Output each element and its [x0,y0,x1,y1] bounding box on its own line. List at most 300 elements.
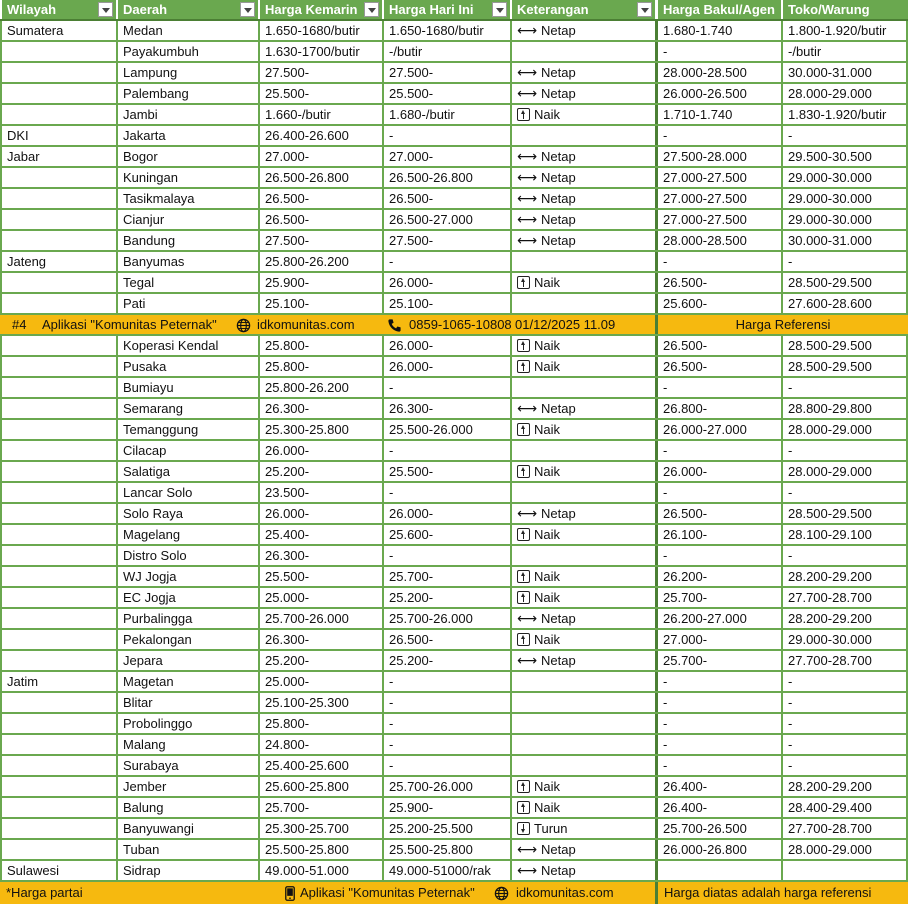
table-body-bottom [0,336,908,882]
cell-harga-kemarin[interactable]: 25.800- [258,336,382,355]
cell-toko-warung[interactable]: 1.830-1.920/butir [781,105,908,124]
cell-harga-kemarin[interactable]: 23.500- [258,483,382,502]
cell-wilayah[interactable] [0,609,116,628]
cell-harga-bakul[interactable]: 25.700-26.500 [655,819,781,838]
cell-keterangan[interactable] [510,105,655,124]
cell-harga-hari-ini[interactable]: - [382,252,510,271]
cell-harga-kemarin[interactable]: 26.500- [258,189,382,208]
cell-harga-kemarin[interactable]: 25.800- [258,714,382,733]
cell-harga-bakul[interactable]: 1.680-1.740 [655,21,781,40]
cell-wilayah[interactable] [0,273,116,292]
cell-wilayah[interactable]: Sulawesi [0,861,116,880]
cell-harga-hari-ini[interactable]: 26.500-26.800 [382,168,510,187]
cell-daerah[interactable]: Lampung [116,63,258,82]
cell-keterangan[interactable] [510,735,655,754]
cell-harga-kemarin[interactable]: 26.500-26.800 [258,168,382,187]
cell-harga-bakul[interactable]: 28.000-28.500 [655,63,781,82]
cell-harga-kemarin[interactable]: 26.000- [258,504,382,523]
cell-harga-kemarin[interactable]: 25.800-26.200 [258,378,382,397]
cell-daerah[interactable]: Medan [116,21,258,40]
cell-wilayah[interactable] [0,399,116,418]
cell-harga-hari-ini[interactable]: - [382,693,510,712]
cell-toko-warung[interactable]: 27.700-28.700 [781,651,908,670]
cell-wilayah[interactable] [0,462,116,481]
cell-wilayah[interactable] [0,756,116,775]
cell-keterangan[interactable] [510,210,655,229]
cell-harga-kemarin[interactable]: 26.000- [258,441,382,460]
cell-harga-bakul[interactable]: - [655,441,781,460]
cell-harga-bakul[interactable]: 28.000-28.500 [655,231,781,250]
cell-wilayah[interactable] [0,42,116,61]
cell-harga-hari-ini[interactable]: 25.700-26.000 [382,777,510,796]
cell-toko-warung[interactable]: 28.400-29.400 [781,798,908,817]
cell-keterangan[interactable] [510,546,655,565]
cell-harga-hari-ini[interactable]: - [382,441,510,460]
cell-harga-kemarin[interactable]: 25.500- [258,84,382,103]
cell-wilayah[interactable] [0,420,116,439]
cell-toko-warung[interactable]: - [781,546,908,565]
cell-wilayah[interactable] [0,714,116,733]
cell-daerah[interactable]: Pusaka [116,357,258,376]
cell-wilayah[interactable]: Jatim [0,672,116,691]
cell-daerah[interactable]: Banyumas [116,252,258,271]
cell-harga-hari-ini[interactable]: 1.650-1680/butir [382,21,510,40]
cell-keterangan[interactable] [510,672,655,691]
cell-daerah[interactable]: Tegal [116,273,258,292]
cell-daerah[interactable]: Jakarta [116,126,258,145]
header-daerah[interactable] [116,0,258,19]
cell-toko-warung[interactable]: - [781,441,908,460]
table-row [0,756,908,777]
cell-harga-hari-ini[interactable]: - [382,483,510,502]
cell-daerah[interactable]: Koperasi Kendal [116,336,258,355]
cell-toko-warung[interactable]: 27.600-28.600 [781,294,908,313]
cell-keterangan[interactable] [510,441,655,460]
cell-keterangan[interactable] [510,420,655,439]
cell-harga-hari-ini[interactable]: 27.500- [382,231,510,250]
cell-harga-kemarin[interactable]: 25.300-25.700 [258,819,382,838]
cell-daerah[interactable]: Lancar Solo [116,483,258,502]
cell-daerah[interactable]: Bumiayu [116,378,258,397]
cell-harga-kemarin[interactable]: 25.400-25.600 [258,756,382,775]
cell-keterangan[interactable] [510,294,655,313]
cell-daerah[interactable]: Magelang [116,525,258,544]
cell-harga-kemarin[interactable]: 25.200- [258,462,382,481]
cell-wilayah[interactable] [0,819,116,838]
cell-wilayah[interactable]: Sumatera [0,21,116,40]
cell-wilayah[interactable] [0,546,116,565]
cell-wilayah[interactable]: Jateng [0,252,116,271]
cell-keterangan[interactable] [510,840,655,859]
cell-toko-warung[interactable]: 28.000-29.000 [781,84,908,103]
cell-toko-warung[interactable]: - [781,378,908,397]
cell-harga-kemarin[interactable]: 27.500- [258,63,382,82]
cell-harga-hari-ini[interactable]: 26.500- [382,630,510,649]
filter-dropdown-icon[interactable] [492,2,507,17]
cell-harga-kemarin[interactable]: 25.700- [258,798,382,817]
status-label: Naik [534,275,561,290]
cell-wilayah[interactable] [0,84,116,103]
cell-harga-hari-ini[interactable]: 25.500-26.000 [382,420,510,439]
cell-daerah[interactable]: Balung [116,798,258,817]
cell-harga-bakul[interactable]: 26.500- [655,357,781,376]
cell-harga-hari-ini[interactable]: - [382,378,510,397]
cell-wilayah[interactable] [0,504,116,523]
cell-wilayah[interactable] [0,567,116,586]
cell-toko-warung[interactable]: 27.700-28.700 [781,588,908,607]
cell-keterangan[interactable] [510,588,655,607]
header-wilayah[interactable] [0,0,116,19]
cell-keterangan[interactable] [510,168,655,187]
cell-keterangan[interactable] [510,21,655,40]
mobile-phone-icon [284,882,296,904]
filter-dropdown-icon[interactable] [98,2,113,17]
cell-toko-warung[interactable]: 29.000-30.000 [781,210,908,229]
cell-harga-kemarin[interactable]: 24.800- [258,735,382,754]
cell-toko-warung[interactable]: 28.200-29.200 [781,609,908,628]
cell-harga-bakul[interactable]: 26.200- [655,567,781,586]
cell-keterangan[interactable] [510,525,655,544]
cell-toko-warung[interactable]: -/butir [781,42,908,61]
cell-harga-bakul[interactable]: - [655,714,781,733]
cell-harga-bakul[interactable]: - [655,42,781,61]
cell-harga-hari-ini[interactable]: 25.200-25.500 [382,819,510,838]
cell-toko-warung[interactable]: 28.500-29.500 [781,273,908,292]
up-arrow-box-icon [517,276,530,289]
cell-harga-bakul[interactable]: - [655,735,781,754]
cell-harga-kemarin[interactable]: 25.500-25.800 [258,840,382,859]
cell-harga-bakul[interactable]: 26.000-26.500 [655,84,781,103]
cell-harga-hari-ini[interactable]: 25.900- [382,798,510,817]
cell-harga-hari-ini[interactable]: 27.500- [382,63,510,82]
cell-harga-kemarin[interactable]: 25.900- [258,273,382,292]
cell-harga-hari-ini[interactable]: 26.000- [382,336,510,355]
cell-toko-warung[interactable]: 28.200-29.200 [781,567,908,586]
cell-harga-bakul[interactable]: 26.500- [655,273,781,292]
cell-toko-warung[interactable]: 27.700-28.700 [781,819,908,838]
cell-wilayah[interactable] [0,777,116,796]
cell-harga-hari-ini[interactable]: - [382,756,510,775]
cell-harga-bakul[interactable]: 26.500- [655,504,781,523]
cell-harga-kemarin[interactable]: 26.300- [258,399,382,418]
cell-keterangan[interactable] [510,861,655,880]
cell-keterangan[interactable] [510,756,655,775]
cell-daerah[interactable]: Payakumbuh [116,42,258,61]
cell-keterangan[interactable] [510,651,655,670]
cell-harga-kemarin[interactable]: 25.100- [258,294,382,313]
cell-daerah[interactable]: Cilacap [116,441,258,460]
cell-daerah[interactable]: Temanggung [116,420,258,439]
cell-wilayah[interactable] [0,105,116,124]
cell-daerah[interactable]: Distro Solo [116,546,258,565]
cell-harga-bakul[interactable]: 25.700- [655,651,781,670]
cell-daerah[interactable]: Pekalongan [116,630,258,649]
cell-harga-hari-ini[interactable]: - [382,672,510,691]
cell-daerah[interactable]: Magetan [116,672,258,691]
cell-daerah[interactable]: Blitar [116,693,258,712]
cell-harga-bakul[interactable]: - [655,756,781,775]
cell-wilayah[interactable] [0,189,116,208]
cell-wilayah[interactable] [0,630,116,649]
cell-harga-bakul[interactable]: - [655,546,781,565]
cell-harga-hari-ini[interactable]: 1.680-/butir [382,105,510,124]
cell-keterangan[interactable] [510,462,655,481]
cell-wilayah[interactable]: Jabar [0,147,116,166]
cell-harga-hari-ini[interactable]: 27.000- [382,147,510,166]
cell-harga-bakul[interactable]: 25.600- [655,294,781,313]
cell-daerah[interactable]: Purbalingga [116,609,258,628]
cell-harga-hari-ini[interactable]: 25.700-26.000 [382,609,510,628]
cell-harga-bakul[interactable]: 26.000- [655,462,781,481]
cell-keterangan[interactable] [510,273,655,292]
cell-keterangan[interactable] [510,231,655,250]
cell-daerah[interactable]: Banyuwangi [116,819,258,838]
cell-wilayah[interactable] [0,483,116,502]
cell-toko-warung[interactable]: 28.100-29.100 [781,525,908,544]
cell-toko-warung[interactable]: - [781,756,908,775]
cell-daerah[interactable]: Probolinggo [116,714,258,733]
cell-daerah[interactable]: Solo Raya [116,504,258,523]
cell-harga-kemarin[interactable]: 25.000- [258,672,382,691]
cell-wilayah[interactable] [0,378,116,397]
cell-harga-bakul[interactable]: - [655,126,781,145]
cell-keterangan[interactable] [510,126,655,145]
cell-keterangan[interactable] [510,147,655,166]
cell-harga-bakul[interactable]: 26.100- [655,525,781,544]
cell-harga-kemarin[interactable]: 1.650-1680/butir [258,21,382,40]
footer-app-name: Aplikasi "Komunitas Peternak" [300,885,475,900]
cell-harga-bakul[interactable]: 26.800- [655,399,781,418]
cell-harga-bakul[interactable]: - [655,378,781,397]
cell-toko-warung[interactable]: 28.200-29.200 [781,777,908,796]
cell-daerah[interactable]: WJ Jogja [116,567,258,586]
cell-daerah[interactable]: Semarang [116,399,258,418]
cell-keterangan[interactable] [510,567,655,586]
cell-daerah[interactable]: Tasikmalaya [116,189,258,208]
cell-wilayah[interactable] [0,588,116,607]
cell-keterangan[interactable] [510,609,655,628]
cell-harga-kemarin[interactable]: 1.630-1700/butir [258,42,382,61]
cell-harga-kemarin[interactable]: 27.000- [258,147,382,166]
cell-toko-warung[interactable]: 29.000-30.000 [781,168,908,187]
cell-harga-hari-ini[interactable]: - [382,126,510,145]
cell-daerah[interactable]: Salatiga [116,462,258,481]
cell-toko-warung[interactable]: 28.000-29.000 [781,462,908,481]
cell-harga-bakul[interactable]: 26.500- [655,336,781,355]
cell-harga-kemarin[interactable]: 26.300- [258,630,382,649]
header-keterangan[interactable] [510,0,655,19]
cell-harga-bakul[interactable]: 27.000-27.500 [655,168,781,187]
cell-toko-warung[interactable]: - [781,735,908,754]
cell-harga-kemarin[interactable]: 25.100-25.300 [258,693,382,712]
cell-toko-warung[interactable]: 30.000-31.000 [781,231,908,250]
cell-harga-kemarin[interactable]: 25.500- [258,567,382,586]
cell-harga-hari-ini[interactable]: -/butir [382,42,510,61]
cell-harga-hari-ini[interactable]: 25.200- [382,651,510,670]
cell-toko-warung[interactable]: 28.500-29.500 [781,336,908,355]
cell-harga-bakul[interactable]: 26.400- [655,777,781,796]
cell-harga-bakul[interactable]: 27.000-27.500 [655,210,781,229]
cell-wilayah[interactable] [0,336,116,355]
cell-wilayah[interactable] [0,168,116,187]
cell-keterangan[interactable] [510,798,655,817]
cell-harga-bakul[interactable]: 26.000-27.000 [655,420,781,439]
cell-harga-hari-ini[interactable]: 26.000- [382,273,510,292]
cell-daerah[interactable]: Malang [116,735,258,754]
cell-wilayah[interactable] [0,357,116,376]
cell-keterangan[interactable] [510,483,655,502]
cell-harga-kemarin[interactable]: 27.500- [258,231,382,250]
cell-keterangan[interactable] [510,63,655,82]
cell-daerah[interactable]: Sidrap [116,861,258,880]
filter-dropdown-icon[interactable] [364,2,379,17]
cell-harga-hari-ini[interactable]: 26.500-27.000 [382,210,510,229]
cell-harga-bakul[interactable] [655,861,781,880]
cell-toko-warung[interactable]: - [781,693,908,712]
cell-harga-kemarin[interactable]: 26.300- [258,546,382,565]
cell-toko-warung[interactable]: 1.800-1.920/butir [781,21,908,40]
cell-toko-warung[interactable]: - [781,252,908,271]
cell-keterangan[interactable] [510,714,655,733]
cell-harga-kemarin[interactable]: 25.700-26.000 [258,609,382,628]
cell-harga-bakul[interactable]: - [655,483,781,502]
cell-wilayah[interactable] [0,294,116,313]
cell-harga-kemarin[interactable]: 25.400- [258,525,382,544]
cell-keterangan[interactable] [510,84,655,103]
cell-toko-warung[interactable]: 28.500-29.500 [781,357,908,376]
cell-toko-warung[interactable] [781,861,908,880]
cell-harga-bakul[interactable]: 26.200-27.000 [655,609,781,628]
cell-wilayah[interactable] [0,231,116,250]
cell-keterangan[interactable] [510,504,655,523]
cell-harga-bakul[interactable]: - [655,672,781,691]
cell-harga-bakul[interactable]: 1.710-1.740 [655,105,781,124]
cell-keterangan[interactable] [510,399,655,418]
cell-harga-bakul[interactable]: 27.500-28.000 [655,147,781,166]
cell-keterangan[interactable] [510,630,655,649]
cell-toko-warung[interactable]: 28.000-29.000 [781,840,908,859]
cell-harga-bakul[interactable]: 27.000- [655,630,781,649]
cell-daerah[interactable]: EC Jogja [116,588,258,607]
cell-harga-hari-ini[interactable]: - [382,735,510,754]
cell-daerah[interactable]: Cianjur [116,210,258,229]
cell-toko-warung[interactable]: 28.500-29.500 [781,504,908,523]
cell-keterangan[interactable] [510,252,655,271]
cell-toko-warung[interactable]: 28.800-29.800 [781,399,908,418]
cell-daerah[interactable]: Surabaya [116,756,258,775]
cell-keterangan[interactable] [510,336,655,355]
cell-harga-kemarin[interactable]: 25.800- [258,357,382,376]
cell-toko-warung[interactable]: 29.000-30.000 [781,189,908,208]
cell-wilayah[interactable]: DKI [0,126,116,145]
cell-keterangan[interactable] [510,42,655,61]
cell-toko-warung[interactable]: - [781,483,908,502]
table-row [0,714,908,735]
cell-harga-kemarin[interactable]: 25.000- [258,588,382,607]
filter-dropdown-icon[interactable] [240,2,255,17]
cell-daerah[interactable]: Jember [116,777,258,796]
header-harga-hari-ini[interactable] [382,0,510,19]
cell-wilayah[interactable] [0,840,116,859]
cell-wilayah[interactable] [0,693,116,712]
cell-harga-hari-ini[interactable]: 25.500- [382,462,510,481]
cell-wilayah[interactable] [0,210,116,229]
cell-daerah[interactable]: Bogor [116,147,258,166]
cell-toko-warung[interactable]: - [781,672,908,691]
cell-harga-kemarin[interactable]: 25.800-26.200 [258,252,382,271]
cell-toko-warung[interactable]: 28.000-29.000 [781,420,908,439]
cell-harga-hari-ini[interactable]: 25.100- [382,294,510,313]
cell-toko-warung[interactable]: - [781,126,908,145]
cell-daerah[interactable]: Tuban [116,840,258,859]
cell-wilayah[interactable] [0,735,116,754]
filter-dropdown-icon[interactable] [637,2,652,17]
cell-harga-hari-ini[interactable]: 25.200- [382,588,510,607]
cell-harga-hari-ini[interactable]: 26.000- [382,504,510,523]
cell-harga-hari-ini[interactable]: - [382,714,510,733]
cell-keterangan[interactable] [510,378,655,397]
cell-harga-hari-ini[interactable]: 49.000-51000/rak [382,861,510,880]
cell-toko-warung[interactable]: 29.000-30.000 [781,630,908,649]
cell-harga-kemarin[interactable]: 25.600-25.800 [258,777,382,796]
banner-website-link[interactable]: idkomunitas.com [257,317,355,332]
cell-wilayah[interactable] [0,63,116,82]
cell-daerah[interactable]: Kuningan [116,168,258,187]
cell-daerah[interactable]: Jambi [116,105,258,124]
cell-harga-bakul[interactable]: 26.400- [655,798,781,817]
cell-keterangan[interactable] [510,693,655,712]
cell-wilayah[interactable] [0,651,116,670]
cell-harga-hari-ini[interactable]: 25.600- [382,525,510,544]
cell-harga-hari-ini[interactable]: 26.300- [382,399,510,418]
header-harga-kemarin[interactable] [258,0,382,19]
cell-harga-bakul[interactable]: 26.000-26.800 [655,840,781,859]
cell-wilayah[interactable] [0,525,116,544]
left-right-arrow-icon: ⟷ [517,400,538,416]
cell-harga-hari-ini[interactable]: - [382,546,510,565]
cell-harga-bakul[interactable]: - [655,252,781,271]
cell-toko-warung[interactable]: - [781,714,908,733]
cell-harga-bakul[interactable]: 27.000-27.500 [655,189,781,208]
cell-wilayah[interactable] [0,441,116,460]
cell-keterangan[interactable] [510,357,655,376]
cell-toko-warung[interactable]: 30.000-31.000 [781,63,908,82]
cell-daerah[interactable]: Jepara [116,651,258,670]
cell-harga-kemarin[interactable]: 49.000-51.000 [258,861,382,880]
cell-harga-kemarin[interactable]: 26.500- [258,210,382,229]
cell-daerah[interactable]: Bandung [116,231,258,250]
cell-harga-kemarin[interactable]: 25.300-25.800 [258,420,382,439]
cell-harga-kemarin[interactable]: 25.200- [258,651,382,670]
cell-daerah[interactable]: Pati [116,294,258,313]
cell-daerah[interactable]: Palembang [116,84,258,103]
cell-wilayah[interactable] [0,798,116,817]
cell-harga-hari-ini[interactable]: 26.000- [382,357,510,376]
cell-keterangan[interactable] [510,819,655,838]
cell-harga-hari-ini[interactable]: 25.500- [382,84,510,103]
cell-harga-hari-ini[interactable]: 25.700- [382,567,510,586]
cell-toko-warung[interactable]: 29.500-30.500 [781,147,908,166]
footer-website-link[interactable]: idkomunitas.com [516,885,614,900]
cell-harga-kemarin[interactable]: 26.400-26.600 [258,126,382,145]
cell-harga-hari-ini[interactable]: 25.500-25.800 [382,840,510,859]
cell-harga-kemarin[interactable]: 1.660-/butir [258,105,382,124]
cell-harga-bakul[interactable]: - [655,693,781,712]
cell-harga-hari-ini[interactable]: 26.500- [382,189,510,208]
cell-keterangan[interactable] [510,777,655,796]
cell-keterangan[interactable] [510,189,655,208]
cell-harga-bakul[interactable]: 25.700- [655,588,781,607]
